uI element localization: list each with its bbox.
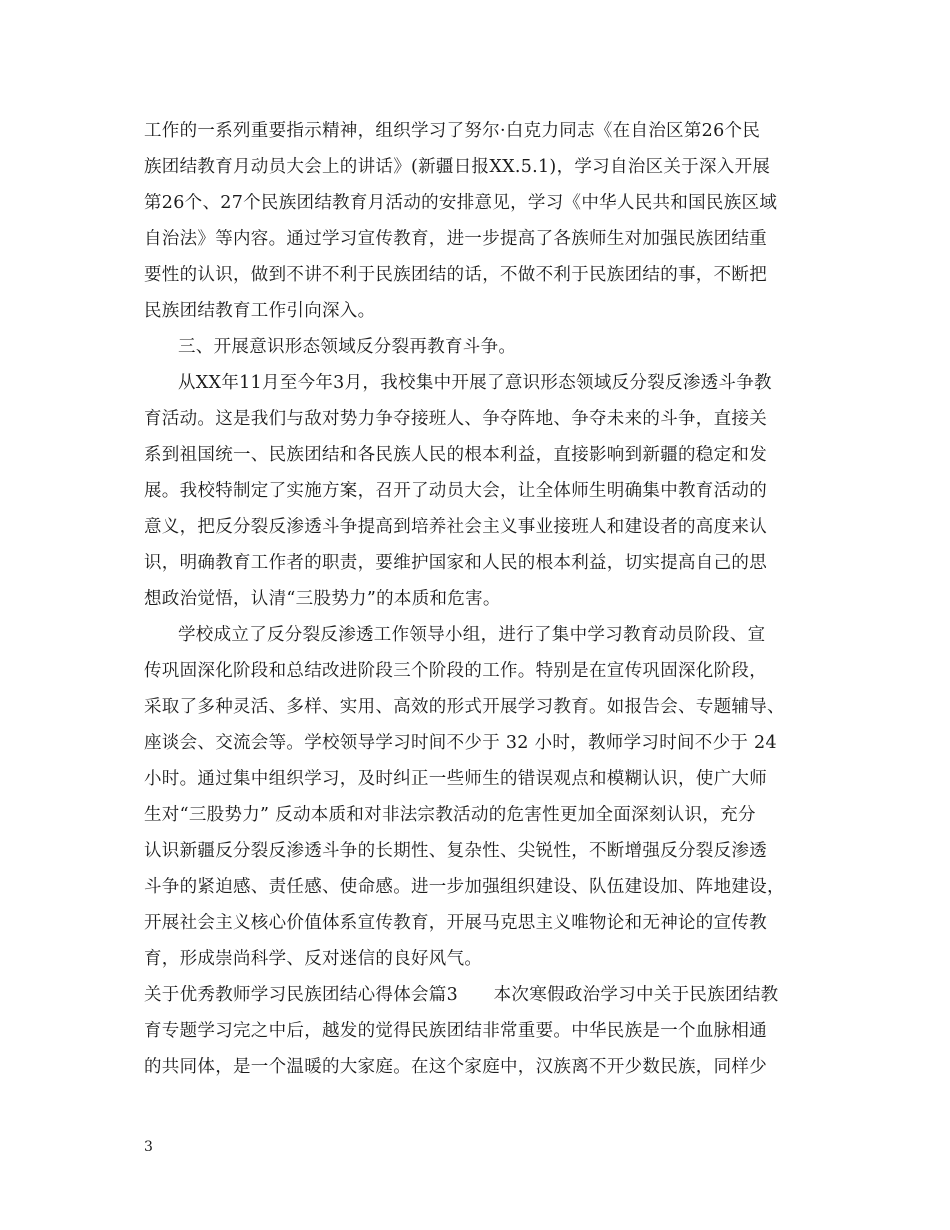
text-line: 小时。通过集中组织学习，及时纠正一些师生的错误观点和模糊认识，使广大师 [144, 769, 767, 789]
text-line: 展。我校特制定了实施方案，召开了动员大会，让全体师生明确集中教育活动的 [144, 481, 767, 501]
text-line: 要性的认识，做到不讲不利于民族团结的话，不做不利于民族团结的事，不断把 [144, 265, 767, 285]
page-number: 3 [144, 1139, 153, 1155]
text-line: 育活动。这是我们与敌对势力争夺接班人、争夺阵地、争夺未来的斗争，直接关 [144, 409, 767, 429]
text-line: 从XX年11月至今年3月，我校集中开展了意识形态领域反分裂反渗透斗争教 [178, 373, 772, 393]
text-line: 采取了多种灵活、多样、实用、高效的形式开展学习教育。如报告会、专题辅导、 [144, 697, 785, 717]
text-line: 生对“三股势力” 反动本质和对非法宗教活动的危害性更加全面深刻认识，充分 [144, 805, 756, 825]
text-line: 认识新疆反分裂反渗透斗争的长期性、复杂性、尖锐性，不断增强反分裂反渗透 [144, 841, 767, 861]
text-line: 传巩固深化阶段和总结改进阶段三个阶段的工作。特别是在宣传巩固深化阶段， [144, 661, 767, 681]
text-line: 座谈会、交流会等。学校领导学习时间不少于 32 小时，教师学习时间不少于 24 [144, 733, 777, 753]
text-line: 想政治觉悟，认清“三股势力”的本质和危害。 [144, 589, 501, 609]
article-title-line: 关于优秀教师学习民族团结心得体会篇3 本次寒假政治学习中关于民族团结教 [144, 985, 779, 1005]
text-line: 育专题学习完之中后，越发的觉得民族团结非常重要。中华民族是一个血脉相通 [144, 1021, 767, 1041]
text-line: 识，明确教育工作者的职责，要维护国家和人民的根本利益，切实提高自己的思 [144, 553, 767, 573]
text-line: 自治法》等内容。通过学习宣传教育，进一步提高了各族师生对加强民族团结重 [144, 229, 767, 249]
text-line: 族团结教育月动员大会上的讲话》(新疆日报XX.5.1)，学习自治区关于深入开展 [144, 157, 771, 177]
text-line: 的共同体，是一个温暖的大家庭。在这个家庭中，汉族离不开少数民族，同样少 [144, 1057, 767, 1077]
text-line: 开展社会主义核心价值体系宣传教育，开展马克思主义唯物论和无神论的宣传教 [144, 913, 767, 933]
section-heading: 三、开展意识形态领域反分裂再教育斗争。 [178, 337, 517, 357]
text-line: 系到祖国统一、民族团结和各民族人民的根本利益，直接影响到新疆的稳定和发 [144, 445, 767, 465]
text-line: 工作的一系列重要指示精神，组织学习了努尔·白克力同志《在自治区第26个民 [144, 121, 761, 141]
text-line: 育，形成崇尚科学、反对迷信的良好风气。 [144, 949, 483, 969]
text-line: 意义，把反分裂反渗透斗争提高到培养社会主义事业接班人和建设者的高度来认 [144, 517, 767, 537]
text-line: 学校成立了反分裂反渗透工作领导小组，进行了集中学习教育动员阶段、宣 [178, 625, 766, 645]
text-line: 第26个、27个民族团结教育月活动的安排意见，学习《中华人民共和国民族区域 [144, 193, 778, 213]
text-line: 民族团结教育工作引向深入。 [144, 301, 376, 321]
text-line: 斗争的紧迫感、责任感、使命感。进一步加强组织建设、队伍建设加、阵地建设， [144, 877, 785, 897]
